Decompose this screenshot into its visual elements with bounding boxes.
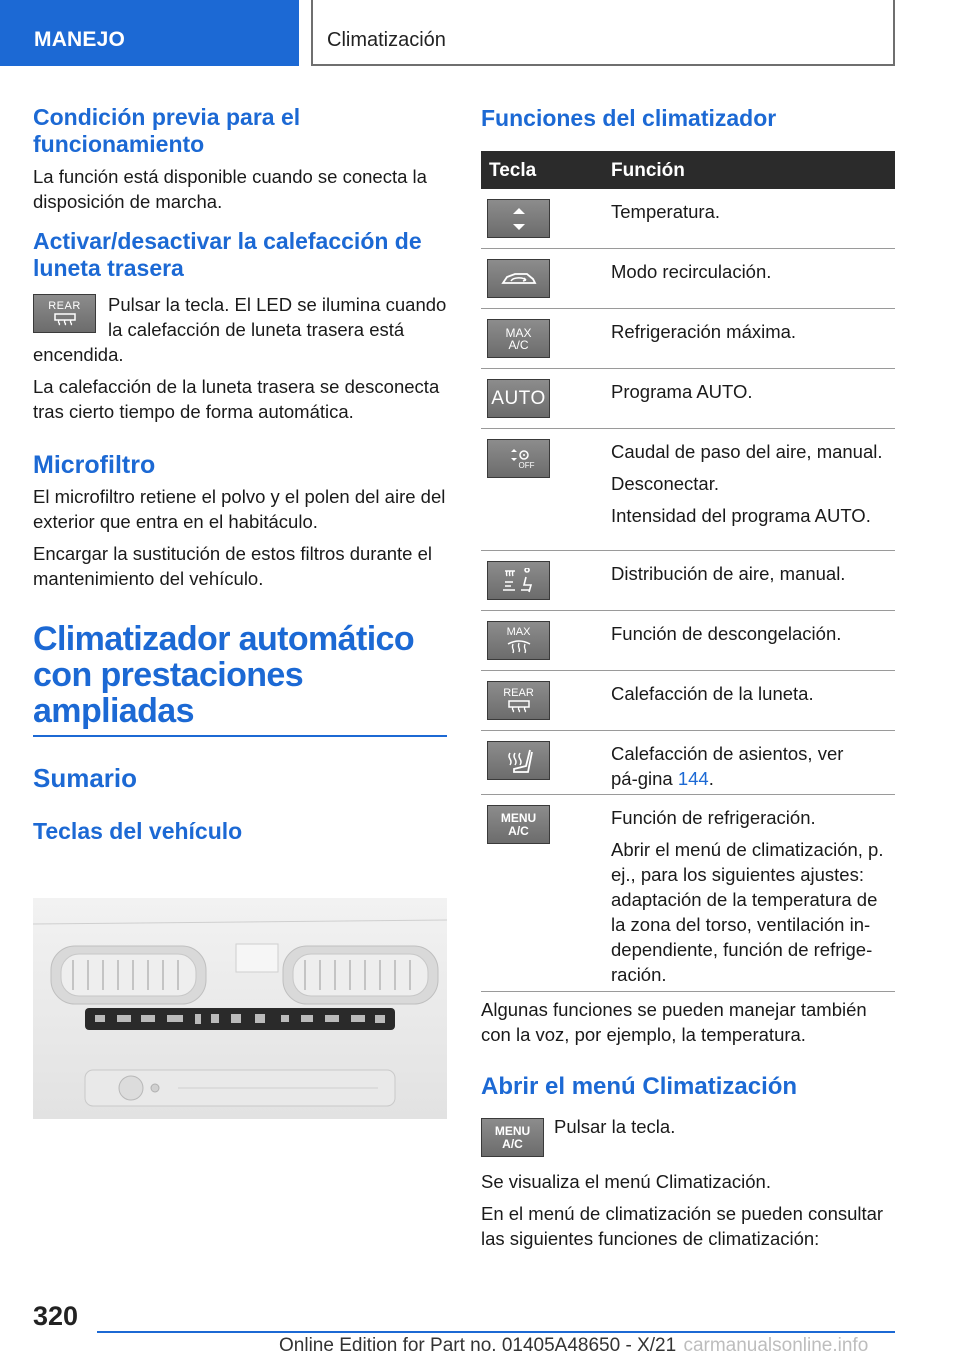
chapter-title: Climatizador automático con prestaciones ampliadas xyxy=(33,620,415,730)
functions-table xyxy=(481,151,895,992)
function-text: Función de descongelación. xyxy=(611,623,842,644)
fan-off-icon xyxy=(487,439,550,478)
heading-precondition: Condición previa para el funcionamiento xyxy=(33,104,301,157)
table-row xyxy=(481,309,895,369)
function-text: Desconectar. xyxy=(611,473,719,494)
microfilter-text-1: El microfiltro retiene el polvo y el polen del aire del exterior que entra en el habitáculo. xyxy=(33,486,446,532)
table-row xyxy=(481,795,895,992)
table-row xyxy=(481,611,895,671)
rear-defrost-key-icon xyxy=(33,294,96,333)
table-row xyxy=(481,249,895,309)
function-text: Programa AUTO. xyxy=(611,381,753,402)
menu-shown-text: Se visualiza el menú Climatización. xyxy=(481,1171,771,1192)
precondition-text: La función está disponible cuando se conecta la disposición de marcha. xyxy=(33,166,427,212)
menu-ac-key-icon: MENU A/C xyxy=(481,1118,544,1157)
col-function-header: Función xyxy=(611,160,685,181)
max-label: MAX xyxy=(506,626,531,638)
footer-rule xyxy=(97,1331,895,1333)
auto-icon: AUTO xyxy=(487,379,550,418)
temperature-arrows-icon xyxy=(487,199,550,238)
voice-text: Algunas funciones se pueden manejar también con la voz, por ejemplo, la temperatura. xyxy=(481,999,867,1045)
table-row xyxy=(481,551,895,611)
function-text: Abrir el menú de climatización, p. ej., para los siguientes ajustes: adaptación de la temperatura de la zona del torso, ventilación in-dependiente, función de refrige-ración. xyxy=(611,839,884,985)
table-row xyxy=(481,369,895,429)
max-ac-icon: MAX A/C xyxy=(487,319,550,358)
seat-heating-icon xyxy=(487,741,550,780)
watermark-text: carmanualsonline.info xyxy=(683,1335,869,1356)
function-text: Distribución de aire, manual. xyxy=(611,563,846,584)
section-tab xyxy=(0,0,299,66)
table-row xyxy=(481,731,895,795)
page-reference-link[interactable]: 144 xyxy=(677,768,709,789)
edition-text: Online Edition for Part no. 01405A48650 - X/21 xyxy=(279,1335,677,1356)
function-text-suffix: . xyxy=(708,768,714,789)
rear-key-label: REAR xyxy=(48,300,81,312)
climate-panel-photo xyxy=(33,898,447,1119)
max-defrost-icon xyxy=(487,621,550,660)
table-row xyxy=(481,429,895,551)
microfilter-text-2: Encargar la sustitución de estos filtros durante el mantenimiento del vehículo. xyxy=(33,543,432,589)
function-text: Función de refrigeración. xyxy=(611,807,816,828)
rear-block xyxy=(33,292,447,367)
function-text: Calefacción de asientos, ver pá-gina xyxy=(611,743,844,789)
function-text: Temperatura. xyxy=(611,201,720,222)
table-header xyxy=(481,151,895,189)
left-column xyxy=(33,104,447,845)
chapter-label: Climatización xyxy=(327,29,446,51)
rear-label: REAR xyxy=(503,687,534,699)
heading-sumario: Sumario xyxy=(33,763,138,793)
rear-text-2: La calefacción de la luneta trasera se desconecta tras cierto tiempo de forma automática. xyxy=(33,376,440,422)
rear-defrost-icon xyxy=(52,312,78,326)
rear-text-1: Pulsar la tecla. El LED se ilumina cuando la calefacción de luneta trasera está encendida. xyxy=(33,294,447,365)
footer-edition xyxy=(279,1335,868,1357)
function-text: Caudal de paso del aire, manual. xyxy=(611,441,883,462)
off-label: OFF xyxy=(518,460,535,470)
menu-ac-icon: MENU A/C xyxy=(487,805,550,844)
title-rule xyxy=(33,735,447,737)
col-key-header: Tecla xyxy=(489,160,537,181)
heading-vehicle-keys: Teclas del vehículo xyxy=(33,818,243,844)
heading-open-menu: Abrir el menú Climatización xyxy=(481,1073,798,1100)
heading-functions: Funciones del climatizador xyxy=(481,105,777,131)
function-text: Refrigeración máxima. xyxy=(611,321,797,342)
recirculation-car-icon xyxy=(487,259,550,298)
rear-defrost-icon xyxy=(487,681,550,720)
section-label: MANEJO xyxy=(34,28,126,51)
heading-microfilter: Microfiltro xyxy=(33,451,156,479)
climate-panel-illustration xyxy=(33,898,447,1119)
function-text: Modo recirculación. xyxy=(611,261,772,282)
function-text: Intensidad del programa AUTO. xyxy=(611,505,871,526)
table-row xyxy=(481,671,895,731)
heading-rear-window: Activar/desactivar la calefacción de luneta trasera xyxy=(33,228,422,281)
menu-functions-text: En el menú de climatización se pueden consultar las siguientes funciones de climatización: xyxy=(481,1203,884,1249)
table-row xyxy=(481,189,895,249)
air-distribution-icon xyxy=(487,561,550,600)
function-text: Calefacción de la luneta. xyxy=(611,683,814,704)
menu-press-text: Pulsar la tecla. xyxy=(554,1116,676,1137)
page-number: 320 xyxy=(33,1301,79,1331)
chapter-box xyxy=(311,0,895,66)
